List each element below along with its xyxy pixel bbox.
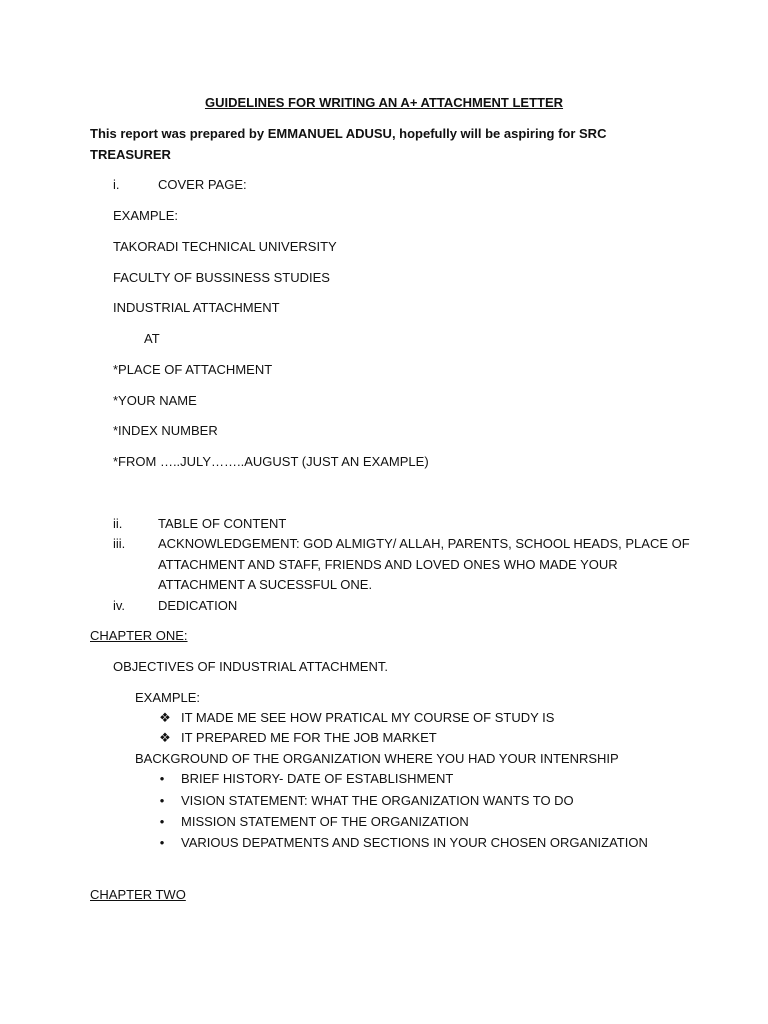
diamond-bullet-icon: ❖: [159, 730, 171, 745]
chapter-one-heading: CHAPTER ONE:: [90, 628, 188, 643]
cover-example-line: AT: [144, 331, 160, 346]
background-heading: BACKGROUND OF THE ORGANIZATION WHERE YOU HAD YOUR INTENRSHIP: [135, 751, 619, 766]
item-acknowledgement-line: ATTACHMENT AND STAFF, FRIENDS AND LOVED ONES WHO MADE YOUR: [158, 557, 618, 572]
item-cover-page: COVER PAGE:: [158, 177, 247, 192]
item-number-2: ii.: [113, 516, 123, 531]
page-title: GUIDELINES FOR WRITING AN A+ ATTACHMENT LETTER: [204, 95, 564, 110]
background-point: MISSION STATEMENT OF THE ORGANIZATION: [181, 814, 469, 829]
chapter-two-heading: CHAPTER TWO: [90, 887, 186, 902]
cover-example-label: EXAMPLE:: [113, 208, 179, 223]
item-acknowledgement-line: ATTACHMENT A SUCESSFUL ONE.: [158, 577, 373, 592]
cover-example-line: *YOUR NAME: [113, 393, 197, 408]
intro-line-1: This report was prepared by EMMANUEL ADUSU, hopefully will be aspiring for SRC: [90, 126, 607, 141]
cover-example-line: *PLACE OF ATTACHMENT: [113, 362, 273, 377]
objectives-heading: OBJECTIVES OF INDUSTRIAL ATTACHMENT.: [113, 659, 388, 674]
cover-example-line: *INDEX NUMBER: [113, 423, 218, 438]
item-number-3: iii.: [113, 536, 126, 551]
example-point: IT PREPARED ME FOR THE JOB MARKET: [181, 730, 437, 745]
item-number-1: i.: [113, 177, 120, 192]
background-point: BRIEF HISTORY- DATE OF ESTABLISHMENT: [181, 771, 454, 786]
diamond-bullet-icon: ❖: [159, 710, 171, 725]
background-point: VISION STATEMENT: WHAT THE ORGANIZATION WANTS TO DO: [181, 793, 574, 808]
cover-example-line: *FROM …..JULY……..AUGUST (JUST AN EXAMPLE): [113, 454, 429, 469]
item-number-4: iv.: [113, 598, 126, 613]
item-table-of-content: TABLE OF CONTENT: [158, 516, 287, 531]
objectives-example-label: EXAMPLE:: [135, 690, 201, 705]
cover-example-line: TAKORADI TECHNICAL UNIVERSITY: [113, 239, 337, 254]
bullet-icon: •: [159, 771, 165, 786]
item-dedication: DEDICATION: [158, 598, 238, 613]
example-point: IT MADE ME SEE HOW PRATICAL MY COURSE OF STUDY IS: [181, 710, 555, 725]
background-point: VARIOUS DEPATMENTS AND SECTIONS IN YOUR CHOSEN ORGANIZATION: [181, 835, 648, 850]
cover-example-line: INDUSTRIAL ATTACHMENT: [113, 300, 280, 315]
bullet-icon: •: [159, 793, 165, 808]
intro-line-2: TREASURER: [90, 147, 171, 162]
item-acknowledgement-line: ACKNOWLEDGEMENT: GOD ALMIGTY/ ALLAH, PARENTS, SCHOOL HEADS, PLACE OF: [158, 536, 690, 551]
bullet-icon: •: [159, 814, 165, 829]
bullet-icon: •: [159, 835, 165, 850]
cover-example-line: FACULTY OF BUSSINESS STUDIES: [113, 270, 330, 285]
